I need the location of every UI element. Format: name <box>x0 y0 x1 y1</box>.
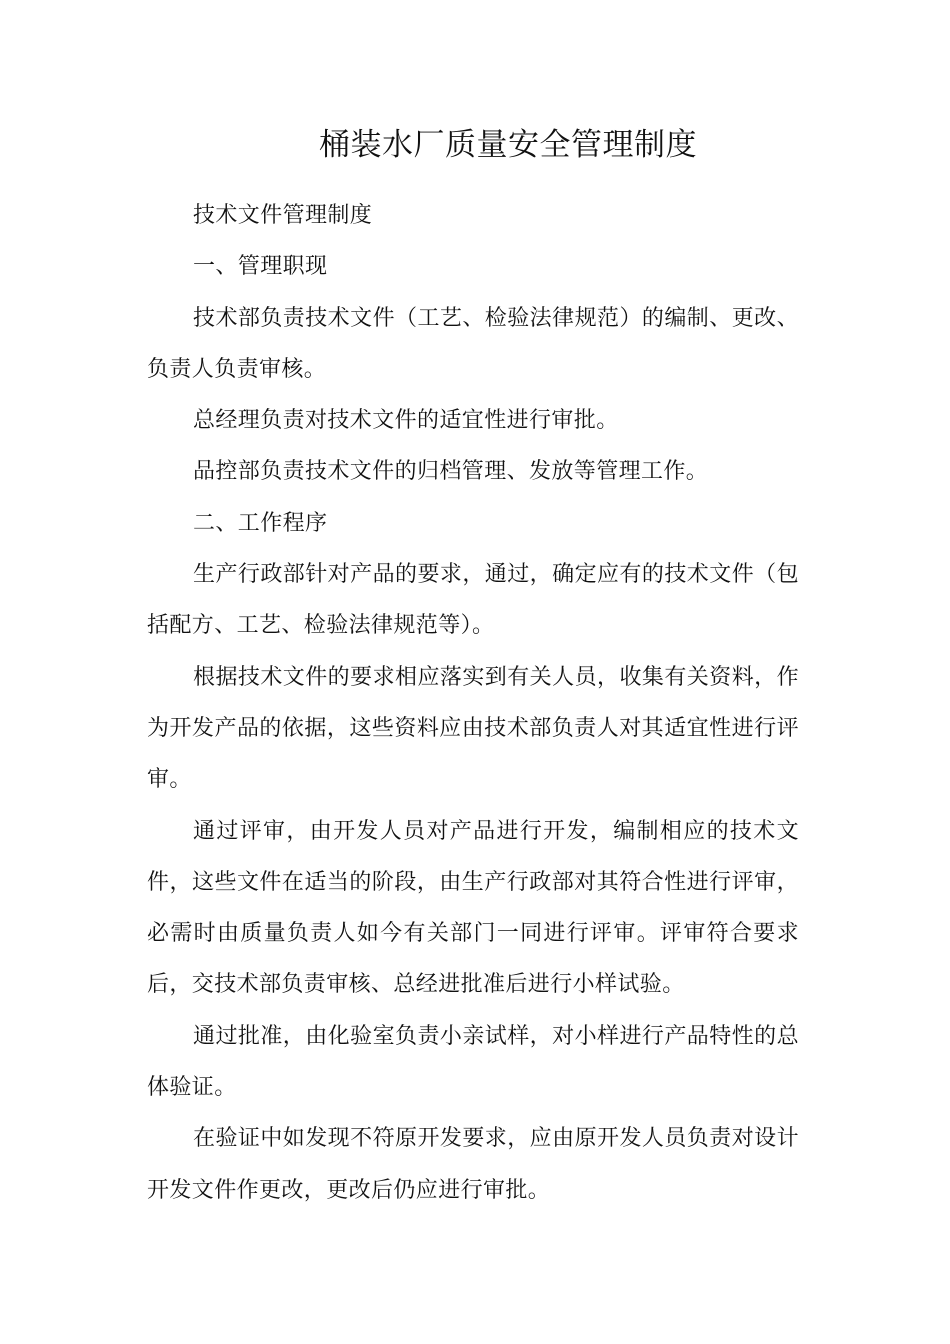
document-title: 桶装水厂质量安全管理制度 <box>319 127 697 163</box>
section-heading-responsibilities: 一、管理职现 <box>193 254 328 280</box>
paragraph: 通过评审，由开发人员对产品进行开发，编制相应的技术文件，这些文件在适当的阶段，由生产行政部对其符合性进行评审，必需时由质量负责人如今有关部门一同进行评审。评审符合要求后，交技术部负责审核、总经进批准后进行小样试验。 <box>147 818 799 998</box>
paragraph: 总经理负责对技术文件的适宜性进行审批。 <box>193 408 619 434</box>
section-heading-tech-docs: 技术文件管理制度 <box>193 203 373 228</box>
paragraph: 生产行政部针对产品的要求，通过，确定应有的技术文件（包括配方、工艺、检验法律规范等）。 <box>147 562 799 639</box>
paragraph: 品控部负责技术文件的归档管理、发放等管理工作。 <box>193 459 709 485</box>
paragraph: 在验证中如发现不符原开发要求，应由原开发人员负责对设计开发文件作更改，更改后仍应进行审批。 <box>147 1126 799 1203</box>
paragraph: 根据技术文件的要求相应落实到有关人员，收集有关资料，作为开发产品的依据，这些资料应由技术部负责人对其适宜性进行评审。 <box>147 664 799 793</box>
section-heading-procedure: 二、工作程序 <box>193 510 328 536</box>
paragraph: 技术部负责技术文件（工艺、检验法律规范）的编制、更改、负责人负责审核。 <box>147 305 799 382</box>
paragraph: 通过批准，由化验室负责小亲试样，对小样进行产品特性的总体验证。 <box>147 1023 799 1101</box>
document-body <box>147 190 799 1216</box>
